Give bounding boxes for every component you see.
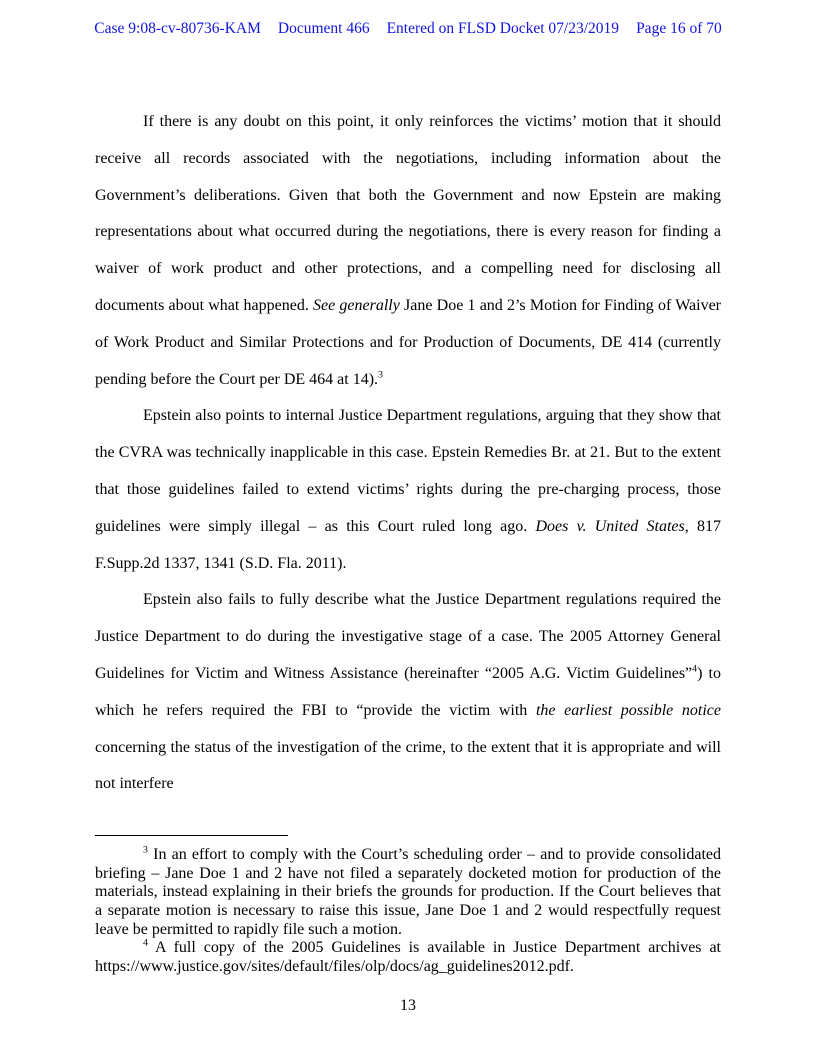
footnote-4-text: A full copy of the 2005 Guidelines is available in Justice Department archives at xyxy=(147,939,721,957)
footnote-4 xyxy=(95,939,721,976)
footnote-3-text: In an effort to comply with the Court’s scheduling order – and to provide consolidated briefing – Jane Doe 1 and 2 have not filed a separately docketed motion for production of the materials, instead explaining in their briefs the grounds for production. If the Court believes that a separate motion is necessary to raise this issue, Jane Doe 1 and 2 would respectfully request leave be permitted to rapidly file such a motion. xyxy=(95,846,721,938)
paragraph-3-text: Epstein also fails to fully describe what the Justice Department regulations required the Justice Department to do during the investigative stage of a case. The 2005 Attorney General Guidelines for Victim and Witness Assistance (hereinafter “2005 A.G. Victim Guidelines” xyxy=(95,591,721,682)
footnote-ref-4: 4 xyxy=(692,663,698,675)
paragraph-1 xyxy=(95,104,721,398)
paragraph-1-text: If there is any doubt on this point, it only reinforces the victims’ motion that it should receive all records associated with the negotiations, including information about the Government’s deliberations. Given that both the Government and now Epstein are making representations about what occurred during the negotiations, there is every reason for finding a waiver of work product and other protections, and a compelling need for disclosing all documents about what happened. xyxy=(95,113,721,314)
footnote-3 xyxy=(95,846,721,939)
page-number: 13 xyxy=(400,996,416,1014)
footnote-ref-3: 3 xyxy=(378,369,383,381)
footnote-4-url: https://www.justice.gov/sites/default/files/olp/docs/ag_guidelines2012.pdf. xyxy=(95,957,574,975)
footnotes-section xyxy=(95,846,721,976)
paragraph-1-text-cont: Jane Doe 1 and 2’s Motion for Finding of Waiver of Work Product and Similar Protections and for Production of Documents, DE 414 (currently pending before the Court per DE 464 at 14). xyxy=(95,296,722,388)
docket-header-page: Page 16 of 70 xyxy=(636,20,722,37)
paragraph-2 xyxy=(95,398,721,582)
document-body xyxy=(0,104,816,1015)
footnote-4-marker: 4 xyxy=(143,937,148,949)
footnote-separator xyxy=(95,835,288,836)
paragraph-3 xyxy=(95,582,721,803)
docket-header xyxy=(0,0,816,38)
paragraph-3-text-end: concerning the status of the investigation of the crime, to the extent that it is appropriate and will not interfere xyxy=(95,738,721,793)
paragraph-2-text: Epstein also points to internal Justice Department regulations, arguing that they show that the CVRA was technically inapplicable in this case. Epstein Remedies Br. at 21. But to the extent that those guidelines failed to extend victims’ rights during the pre-charging process, those guidelines were simply illegal – as this Court ruled long ago. xyxy=(95,407,721,535)
paragraph-3-text-cont: ) to which he refers required the FBI to “provide the victim with xyxy=(95,664,721,719)
docket-header-case: Case 9:08-cv-80736-KAM xyxy=(94,20,261,37)
paragraph-2-case-citation: Does v. United States xyxy=(535,517,685,535)
docket-header-document: Document 466 xyxy=(277,20,370,37)
paragraph-3-emphasis: the earliest possible notice xyxy=(535,701,721,719)
docket-header-entered: Entered on FLSD Docket 07/23/2019 xyxy=(386,20,620,37)
paragraph-1-citation-signal: See generally xyxy=(313,296,400,314)
footnote-3-marker: 3 xyxy=(143,844,148,856)
paragraph-2-text-cont: , 817 F.Supp.2d 1337, 1341 (S.D. Fla. 2011). xyxy=(95,517,722,572)
